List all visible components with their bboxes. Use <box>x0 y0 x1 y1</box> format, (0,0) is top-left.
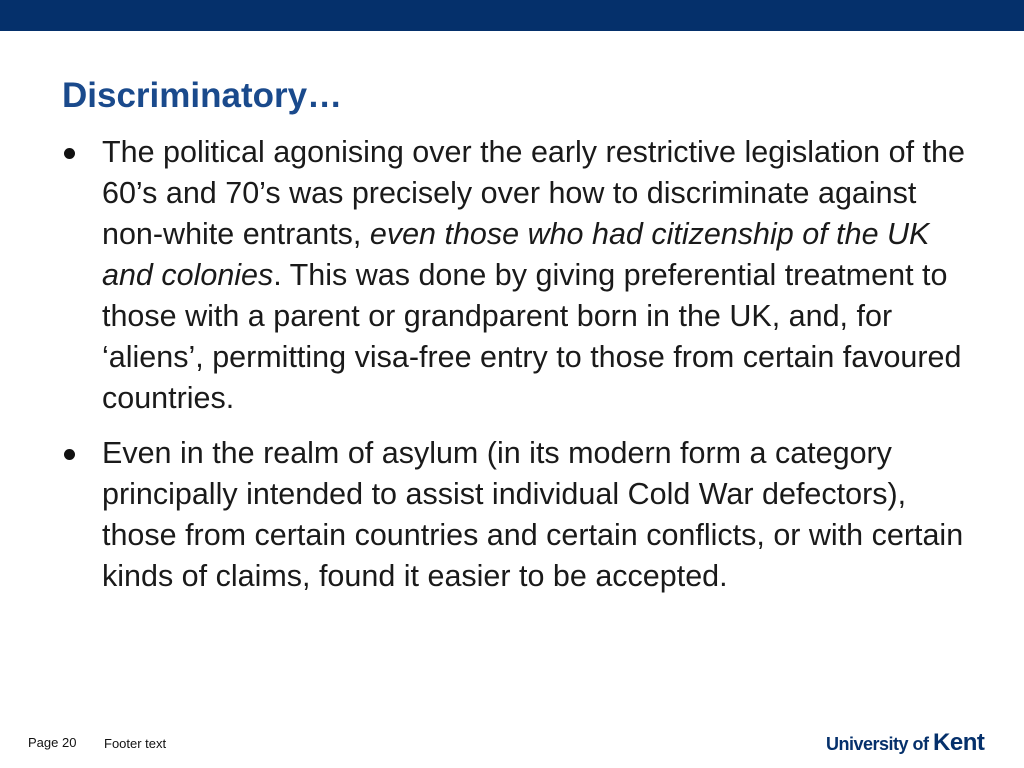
footer-text: Footer text <box>104 736 167 751</box>
bullet-dot-icon <box>64 148 75 159</box>
logo-text-big: Kent <box>933 729 985 756</box>
header-bar <box>0 0 1024 31</box>
bullet-dot-icon <box>64 449 75 460</box>
bullet-text-part: . This was done by giving preferential treatment to those with a parent or grandparent born in the UK, and, for ‘aliens’, permitting visa-free entry to those from certain favoured countries. <box>102 258 962 415</box>
page-number: Page 20 <box>28 735 77 750</box>
bullet-item <box>62 433 982 597</box>
bullet-list <box>62 132 982 597</box>
university-logo <box>826 729 984 757</box>
bullet-text-part: The political agonising over the early restrictive legislation of the 60’s and 70’s was precisely over how to discriminate against non-white entrants, <box>102 135 965 251</box>
logo-text-small: University of <box>826 734 934 754</box>
bullet-text: Even in the realm of asylum (in its modern form a category principally intended to assist individual Cold War defectors), those from certain countries and certain conflicts, or with certain kinds of claims, found it easier to be accepted. <box>102 436 964 593</box>
bullet-text-emphasis: even those who had citizenship of the UK and colonies <box>102 217 930 292</box>
slide-title: Discriminatory… <box>62 76 343 115</box>
bullet-item <box>62 132 982 419</box>
